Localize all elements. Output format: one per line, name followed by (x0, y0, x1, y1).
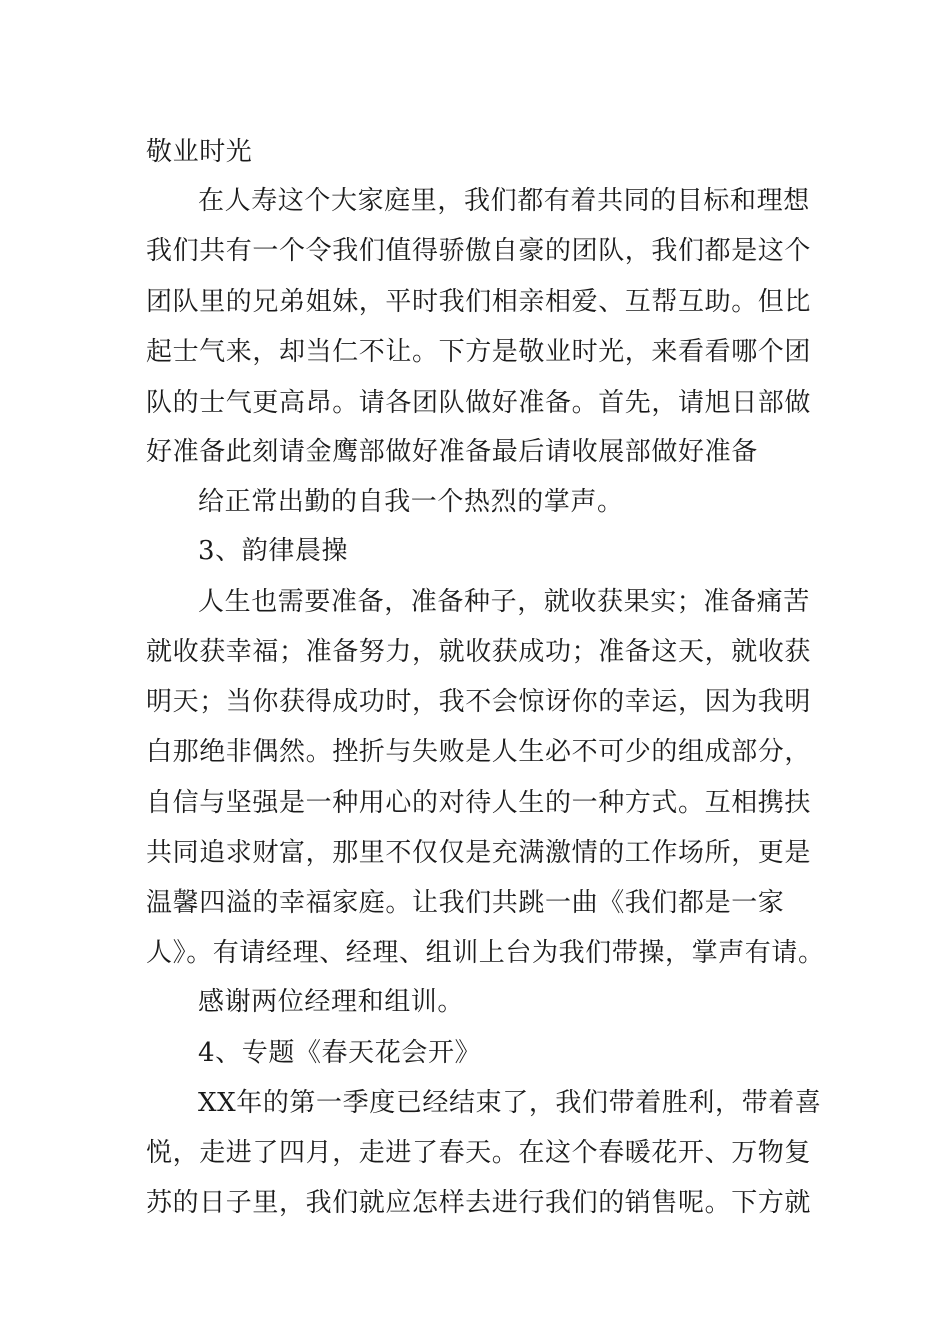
section-heading-morning-exercise: 3、韵律晨操 (198, 536, 349, 566)
paragraph-line: 白那绝非偶然。挫折与失败是人生必不可少的组成部分， (146, 737, 812, 767)
paragraph-line: 我们共有一个令我们值得骄傲自豪的团队，我们都是这个 (146, 236, 812, 266)
paragraph-line: 感谢两位经理和组训。 (198, 987, 465, 1017)
section-heading-dedication: 敬业时光 (146, 137, 253, 167)
paragraph-line: 共同追求财富，那里不仅仅是充满激情的工作场所，更是 (146, 838, 812, 868)
paragraph-line: 队的士气更高昂。请各团队做好准备。首先，请旭日部做 (146, 388, 812, 418)
paragraph-line: 温馨四溢的幸福家庭。让我们共跳一曲《我们都是一家 (146, 888, 785, 918)
section-heading-spring-topic: 4、专题《春天花会开》 (198, 1038, 482, 1068)
paragraph-line: 团队里的兄弟姐妹，平时我们相亲相爱、互帮互助。但比 (146, 287, 812, 317)
paragraph-line: 好准备此刻请金鹰部做好准备最后请收展部做好准备 (146, 437, 758, 467)
paragraph-line: 人》。有请经理、经理、组训上台为我们带操，掌声有请。 (146, 938, 825, 968)
paragraph-line: 明天；当你获得成功时，我不会惊讶你的幸运，因为我明 (146, 687, 812, 717)
paragraph-line: 人生也需要准备，准备种子，就收获果实；准备痛苦 (198, 587, 810, 617)
paragraph-line: 自信与坚强是一种用心的对待人生的一种方式。互相携扶 (146, 788, 812, 818)
paragraph-line: 在人寿这个大家庭里，我们都有着共同的目标和理想 (198, 186, 810, 216)
paragraph-line: 悦，走进了四月，走进了春天。在这个春暖花开、万物复 (146, 1138, 812, 1168)
paragraph-line: 起士气来，却当仁不让。下方是敬业时光，来看看哪个团 (146, 337, 812, 367)
paragraph-line: 就收获幸福；准备努力，就收获成功；准备这天，就收获 (146, 637, 812, 667)
paragraph-line: XX年的第一季度已经结束了，我们带着胜利，带着喜 (198, 1088, 822, 1118)
paragraph-line: 给正常出勤的自我一个热烈的掌声。 (198, 487, 624, 517)
paragraph-line: 苏的日子里，我们就应怎样去进行我们的销售呢。下方就 (146, 1188, 812, 1218)
